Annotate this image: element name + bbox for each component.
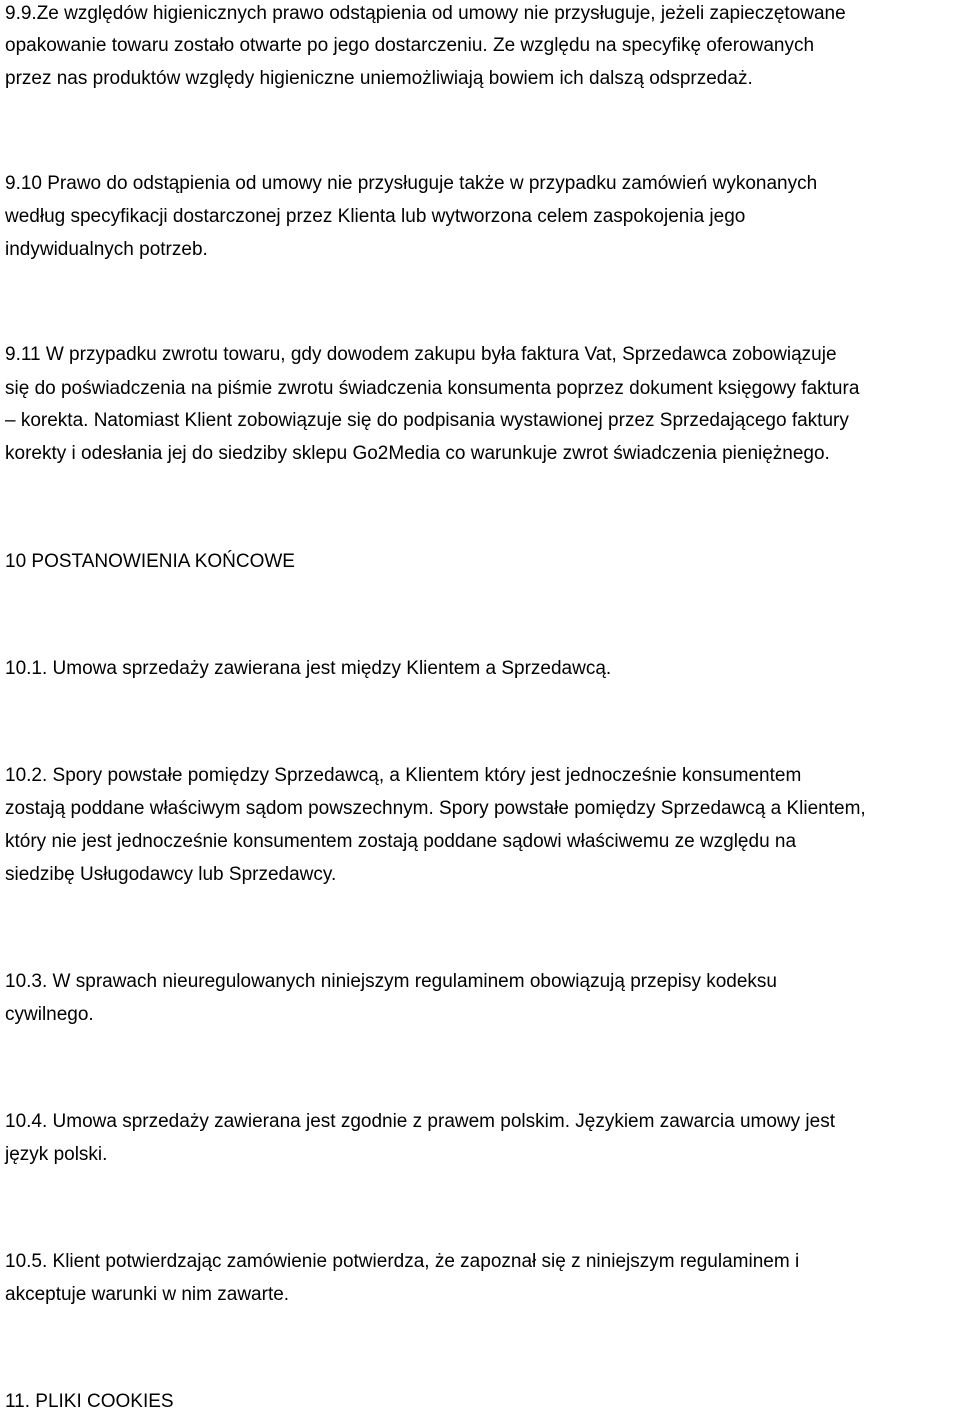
paragraph-line: 9.10 Prawo do odstąpienia od umowy nie przysługuje także w przypadku zamówień wykonanych [5, 173, 818, 194]
paragraph-line: 9.11 W przypadku zwrotu towaru, gdy dowodem zakupu była faktura Vat, Sprzedawca zobowiązuje [5, 344, 837, 365]
paragraph-line: 9.9.Ze względów higienicznych prawo odstąpienia od umowy nie przysługuje, jeżeli zapieczętowane [5, 3, 846, 24]
paragraph-line: cywilnego. [5, 1004, 94, 1025]
paragraph-line: który nie jest jednocześnie konsumentem zostają poddane sądowi właściwemu ze względu na [5, 831, 797, 852]
paragraph-line: się do poświadczenia na piśmie zwrotu świadczenia konsumenta poprzez dokument księgowy faktura [5, 378, 860, 399]
paragraph-line: siedzibę Usługodawcy lub Sprzedawcy. [5, 864, 337, 885]
paragraph-line: przez nas produktów względy higieniczne uniemożliwiają bowiem ich dalszą odsprzedaż. [5, 68, 753, 89]
section-heading-11: 11. PLIKI COOKIES [5, 1391, 174, 1412]
paragraph-line: akceptuje warunki w nim zawarte. [5, 1284, 290, 1305]
paragraph-line: korekty i odesłania jej do siedziby sklepu Go2Media co warunkuje zwrot świadczenia pieniężnego. [5, 443, 830, 464]
paragraph-line: – korekta. Natomiast Klient zobowiązuje się do podpisania wystawionej przez Sprzedającego faktury [5, 410, 849, 431]
paragraph-line: 10.5. Klient potwierdzając zamówienie potwierdza, że zapoznał się z niniejszym regulaminem i [5, 1251, 800, 1272]
paragraph-line: język polski. [5, 1144, 108, 1165]
paragraph-line: 10.3. W sprawach nieuregulowanych niniejszym regulaminem obowiązują przepisy kodeksu [5, 971, 777, 992]
paragraph-line: 10.1. Umowa sprzedaży zawierana jest między Klientem a Sprzedawcą. [5, 658, 612, 679]
paragraph-line: indywidualnych potrzeb. [5, 239, 208, 260]
paragraph-line: zostają poddane właściwym sądom powszechnym. Spory powstałe pomiędzy Sprzedawcą a Klientem, [5, 798, 866, 819]
paragraph-line: 10.2. Spory powstałe pomiędzy Sprzedawcą, a Klientem który jest jednocześnie konsumentem [5, 765, 802, 786]
section-heading-10: 10 POSTANOWIENIA KOŃCOWE [5, 551, 295, 572]
paragraph-line: 10.4. Umowa sprzedaży zawierana jest zgodnie z prawem polskim. Językiem zawarcia umowy jest [5, 1111, 835, 1132]
paragraph-line: opakowanie towaru zostało otwarte po jego dostarczeniu. Ze względu na specyfikę oferowanych [5, 35, 815, 56]
paragraph-line: według specyfikacji dostarczonej przez Klienta lub wytworzona celem zaspokojenia jego [5, 206, 746, 227]
